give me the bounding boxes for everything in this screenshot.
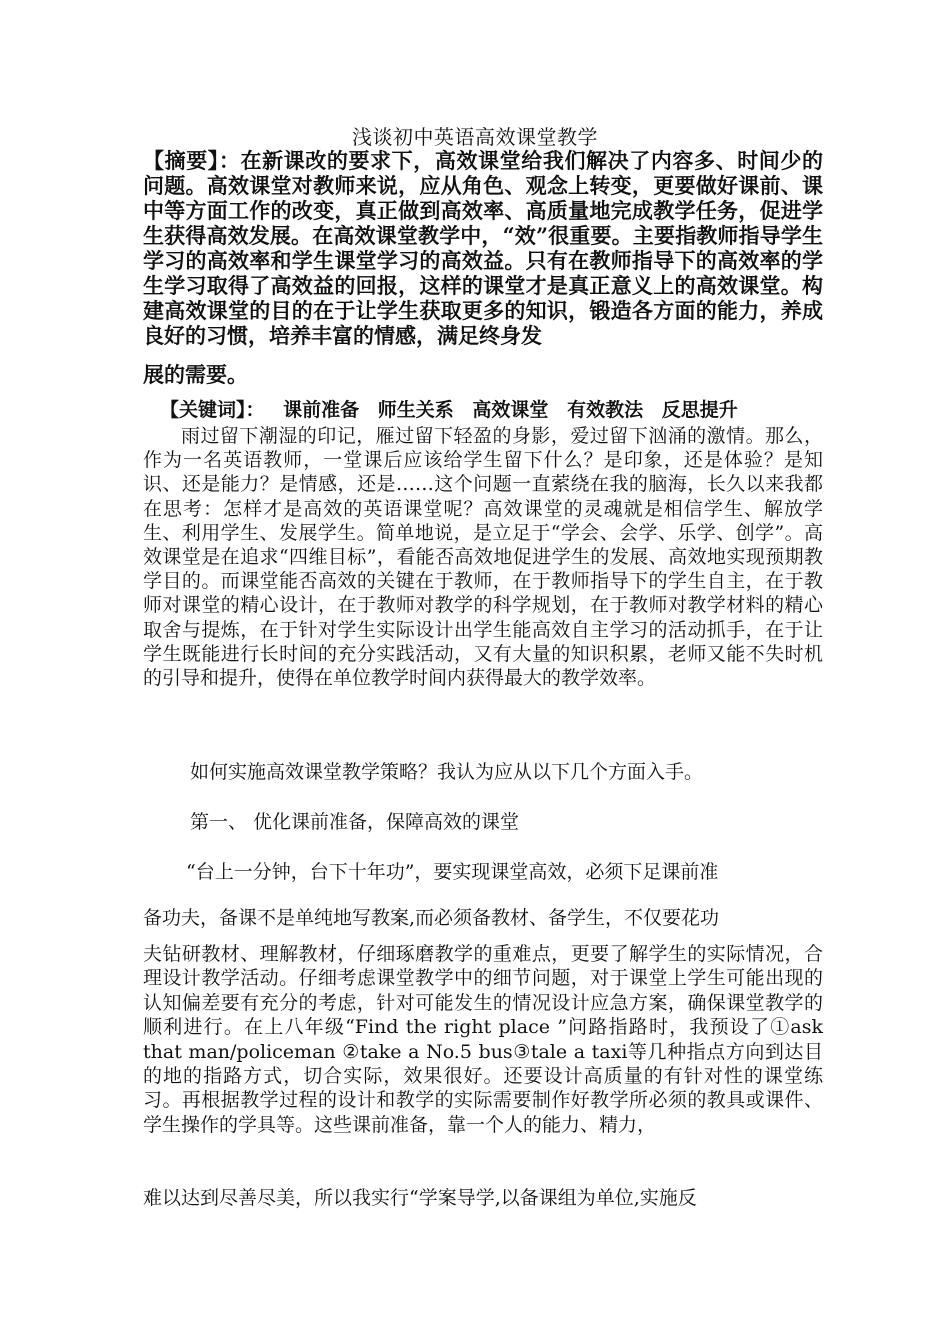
paragraph-1-last-line: 难以达到尽善尽美，所以我实行“学案导学,以备课组为单位,实施反	[143, 1187, 697, 1209]
intro-paragraph: 雨过留下潮湿的印记，雁过留下轻盈的身影，爱过留下汹涌的激情。那么，作为一名英语教师，一堂课后应该给学生留下什么？是印象，还是体验？是知识、还是能力？是情感，还是……这个问题一直萦绕在我的脑海，长久以来我都在思考：怎样才是高效的英语课堂呢？高效课堂的灵魂就是相信学生、解放学生、利用学生、发展学生。简单地说，是立足于“学会、会学、乐学、创学”。高效课堂是在追求“四维目标”，看能否高效地促进学生的发展、高效地实现预期教学目的。而课堂能否高效的关键在于教师，在于教师指导下的学生自主，在于教师对课堂的精心设计，在于教师对教学的科学规划，在于教师对教学材料的精心取舍与提炼，在于针对学生实际设计出学生能高效自主学习的活动抓手，在于让学生既能进行长时间的充分实践活动，又有大量的知识积累，老师又能不失时机的引导和提升，使得在单位教学时间内获得最大的教学效率。	[143, 425, 823, 690]
abstract-paragraph	[143, 148, 823, 387]
paragraph-1-body: 夫钻研教材、理解教材，仔细琢磨教学的重难点，更要了解学生的实际情况，合理设计教学活动。仔细考虑课堂教学中的细节问题，对于课堂上学生可能出现的认知偏差要有充分的考虑，针对可能发生的情况设计应急方案，确保课堂教学的顺利进行。在上八年级“Find the right place ”问路指路时，我预设了①ask that man/policeman ②take a No.5 bus③tale a taxi等几种指点方向到达目的地的指路方式，切合实际，效果很好。还要设计高质量的有针对性的课堂练习。再根据教学过程的设计和教学的实际需要制作好教学所必须的教具或课件、学生操作的学具等。这些课前准备，靠一个人的能力、精力，	[143, 943, 823, 1136]
question-paragraph: 如何实施高效课堂教学策略？我认为应从以下几个方面入手。	[190, 761, 704, 783]
paragraph-1-line-2: 备功夫，备课不是单纯地写教案,而必须备教材、备学生，不仅要花功	[143, 907, 720, 929]
keyword-item: 高效课堂	[472, 399, 549, 421]
paragraph-1-line-1: “台上一分钟，台下十年功”，要实现课堂高效，必须下足课前准	[186, 861, 719, 883]
abstract-text-end: 展的需要。	[143, 362, 248, 387]
keyword-item: 反思提升	[661, 399, 738, 421]
abstract-text: ：在新课改的要求下，高效课堂给我们解决了内容多、时间少的问题。高效课堂对教师来说，应从角色、观念上转变，更要做好课前、课中等方面工作的改变，真正做到高效率、高质量地完成教学任务，促进学生获得高效发展。在高效课堂教学中，“效”很重要。主要指教师指导学生学习的高效率和学生课堂学习的高效益。只有在教师指导下的高效率的学生学习取得了高效益的回报，这样的课堂才是真正意义上的高效课堂。构建高效课堂的目的在于让学生获取更多的知识，锻造各方面的能力，养成良好的习惯，培养丰富的情感，满足终身发	[143, 148, 824, 348]
keyword-item: 有效教法	[567, 399, 644, 421]
keywords-label: 【关键词】：	[160, 399, 265, 421]
document-title: 浅谈初中英语高效课堂教学	[352, 125, 598, 149]
keywords-line	[160, 398, 750, 422]
section-heading-1: 第一、 优化课前准备，保障高效的课堂	[190, 811, 520, 833]
abstract-label: 【摘要】	[143, 148, 219, 173]
keyword-item: 师生关系	[377, 399, 454, 421]
keyword-item: 课前准备	[283, 399, 360, 421]
